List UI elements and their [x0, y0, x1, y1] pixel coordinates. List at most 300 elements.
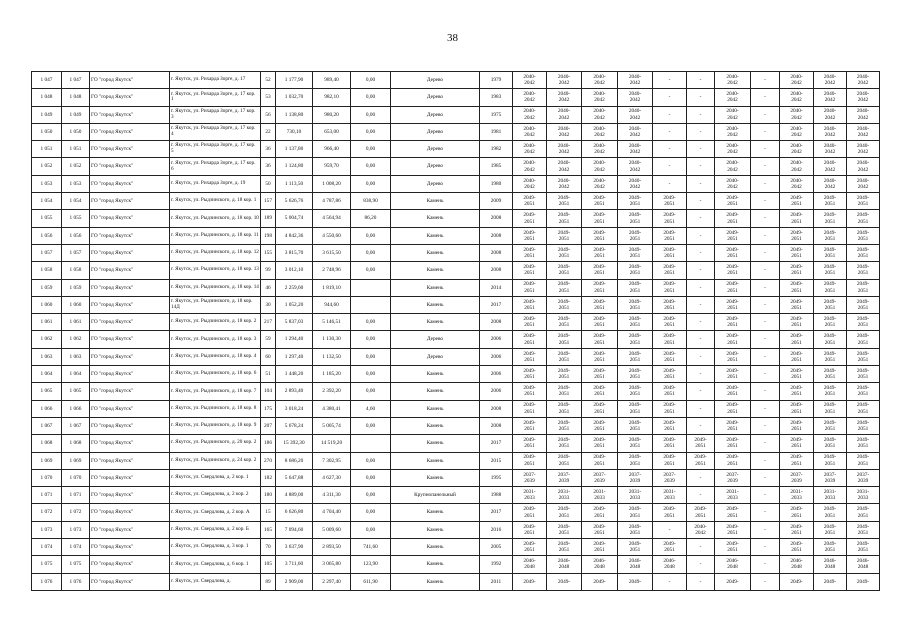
period-start: 2031-	[628, 488, 642, 495]
apartments-cell: 270	[261, 452, 276, 469]
period-end: 2051	[857, 460, 869, 467]
period-end: 2051	[791, 426, 802, 433]
period-end: 2051	[594, 201, 605, 208]
repair-period-cell: -	[751, 210, 780, 227]
period-end: 2051	[664, 512, 675, 519]
period-end: 2042	[791, 132, 802, 139]
repair-period-cell	[814, 123, 847, 140]
repair-period-cell	[653, 487, 687, 504]
period-start: 2040-	[593, 73, 606, 80]
period-start: 2049-	[628, 578, 642, 585]
house-id-cell: 1 064	[62, 366, 90, 383]
period-start: 2040-	[856, 177, 870, 184]
repair-period-cell	[653, 348, 687, 365]
period-end: 2039	[857, 477, 869, 484]
nonresidential-area-cell	[351, 435, 391, 452]
period-end: 2051	[824, 201, 836, 208]
municipality-cell: ГО "город Якутск"	[90, 175, 170, 192]
row-number-cell: 1 070	[32, 469, 62, 486]
period-end: 2051	[664, 305, 675, 311]
repair-period-cell	[847, 400, 880, 417]
living-area-cell: 1 819,10	[313, 279, 351, 296]
wall-material-cell: Камень	[391, 314, 480, 331]
address-cell: г. Якутск, ул. Свердлова, д. 3 кор. 1	[170, 539, 261, 556]
repair-period-cell	[582, 573, 618, 590]
row-number-cell: 1 051	[32, 141, 62, 158]
municipality-cell: ГО "город Якутск"	[90, 158, 170, 175]
period-start: 2040-	[790, 177, 803, 184]
period-start: 2049-	[823, 385, 837, 392]
wall-material-cell: Камень	[391, 539, 480, 556]
period-end: 2051	[594, 529, 605, 536]
apartments-cell: 189	[261, 210, 276, 227]
repair-period-cell	[687, 452, 715, 469]
build-year-cell: 2008	[480, 244, 513, 261]
period-start: 2031-	[790, 488, 803, 495]
apartments-cell: 36	[261, 141, 276, 158]
repair-period-cell	[618, 366, 653, 383]
municipality-cell: ГО "город Якутск"	[90, 296, 170, 313]
period-start: 2049-	[726, 316, 739, 322]
period-end: 2051	[664, 443, 675, 450]
municipality-cell: ГО "город Якутск"	[90, 106, 170, 123]
living-area-cell: 4 704,40	[313, 504, 351, 521]
period-start: 2049-	[593, 298, 606, 305]
repair-period-cell	[715, 175, 751, 192]
total-area-cell: 1 137,80	[276, 141, 313, 158]
period-end: 2051	[727, 512, 738, 519]
period-end: 2033	[524, 495, 535, 502]
living-area-cell: 5 146,51	[313, 314, 351, 331]
wall-material-cell: Камень	[391, 417, 480, 434]
period-start: 2040-	[628, 73, 642, 80]
period-end: 2048	[524, 564, 535, 571]
period-start: 2049-	[628, 298, 642, 305]
period-end: 2042	[824, 166, 836, 173]
repair-period-cell	[582, 452, 618, 469]
period-end: 2051	[629, 339, 641, 346]
repair-period-cell	[814, 556, 847, 573]
period-start: 2049-	[557, 350, 571, 357]
period-start: 2040-	[726, 177, 739, 184]
living-area-cell: 5 009,60	[313, 521, 351, 538]
repair-period-cell	[847, 193, 880, 210]
municipality-cell: ГО "город Якутск"	[90, 244, 170, 261]
address-cell: г. Якутск, ул. Свердлова, д. 2 кор. 1	[170, 469, 261, 486]
period-end: 2051	[629, 201, 641, 208]
repair-period-cell	[847, 227, 880, 244]
row-number-cell: 1 073	[32, 521, 62, 538]
apartments-cell: 99	[261, 262, 276, 279]
repair-period-cell	[547, 331, 582, 348]
period-start: 2040-	[790, 108, 803, 115]
repair-period-cell: -	[751, 296, 780, 313]
repair-period-cell: -	[751, 504, 780, 521]
repair-period-cell	[513, 417, 547, 434]
house-id-cell: 1 058	[62, 262, 90, 279]
period-start: 2049-	[856, 246, 870, 253]
repair-period-cell	[847, 175, 880, 192]
period-start: 2040-	[628, 108, 642, 115]
period-end: 2051	[791, 443, 802, 450]
repair-period-cell	[780, 314, 814, 331]
table-row	[32, 227, 880, 244]
repair-period-cell	[547, 487, 582, 504]
period-end: 2051	[664, 460, 675, 467]
period-start: 2049-	[726, 367, 739, 374]
house-id-cell: 1 071	[62, 487, 90, 504]
build-year-cell: 2008	[480, 314, 513, 331]
period-start: 2049-	[856, 540, 870, 547]
repair-period-cell	[513, 487, 547, 504]
address-cell: г. Якутск, ул. Рихарда Зорге, д. 19	[170, 175, 261, 192]
nonresidential-area-cell: 0,00	[351, 89, 391, 106]
repair-period-cell	[814, 366, 847, 383]
period-end: 2051	[791, 253, 802, 260]
period-start: 2049-	[628, 419, 642, 426]
period-start: 2049-	[823, 316, 837, 322]
repair-period-cell	[582, 227, 618, 244]
repair-period-cell	[653, 296, 687, 313]
repair-period-cell	[814, 262, 847, 279]
period-end: 2042	[594, 149, 605, 156]
period-end: 2042	[857, 132, 869, 139]
repair-period-cell: -	[751, 175, 780, 192]
nonresidential-area-cell: 0,00	[351, 106, 391, 123]
total-area-cell: 4 842,36	[276, 227, 313, 244]
table-row	[32, 89, 880, 106]
period-end: 2051	[791, 305, 802, 311]
apartments-cell: 186	[261, 435, 276, 452]
repair-period-cell	[780, 210, 814, 227]
period-end: 2042	[727, 183, 738, 190]
table-row	[32, 452, 880, 469]
period-end: 2048	[664, 564, 675, 571]
total-area-cell: 3 637,90	[276, 539, 313, 556]
period-end: 2051	[857, 322, 869, 329]
municipality-cell: ГО "город Якутск"	[90, 227, 170, 244]
period-start: 2049-	[790, 385, 803, 392]
period-start: 2031-	[856, 488, 870, 495]
table-row	[32, 556, 880, 573]
wall-material-cell: Камень	[391, 210, 480, 227]
period-end: 2051	[857, 287, 869, 294]
repair-period-cell	[780, 262, 814, 279]
period-end: 2042	[594, 114, 605, 121]
period-end: 2051	[824, 356, 836, 363]
total-area-cell: 1 032,70	[276, 89, 313, 106]
municipality-cell: ГО "город Якутск"	[90, 469, 170, 486]
period-end: 2051	[857, 426, 869, 433]
row-number-cell: 1 075	[32, 556, 62, 573]
period-end: 2051	[727, 305, 738, 311]
build-year-cell: 1981	[480, 123, 513, 140]
period-end: 2042	[558, 132, 570, 139]
period-start: 2049-	[823, 264, 837, 271]
table-row	[32, 244, 880, 261]
build-year-cell: 1985	[480, 158, 513, 175]
build-year-cell: 2015	[480, 452, 513, 469]
wall-material-cell: Дерево	[391, 175, 480, 192]
period-start: 2049-	[557, 281, 571, 288]
repair-period-cell	[618, 227, 653, 244]
period-end: 2051	[824, 426, 836, 433]
period-start: 2031-	[593, 488, 606, 495]
repair-period-cell	[847, 72, 880, 89]
address-cell: г. Якутск, ул. Рыдзинского, д. 20 кор. 2	[170, 435, 261, 452]
period-start: 2049-	[557, 454, 571, 461]
wall-material-cell: Камень	[391, 227, 480, 244]
repair-period-cell	[582, 279, 618, 296]
repair-period-cell	[715, 279, 751, 296]
period-start: 2049-	[790, 540, 803, 547]
repair-period-cell	[653, 193, 687, 210]
nonresidential-area-cell: 123,90	[351, 556, 391, 573]
period-start: 2037-	[557, 471, 571, 478]
period-start: 2049-	[694, 506, 707, 513]
repair-period-cell	[653, 504, 687, 521]
period-end: 2051	[664, 426, 675, 433]
repair-period-cell	[513, 539, 547, 556]
total-area-cell: 2 893,40	[276, 383, 313, 400]
repair-period-cell	[513, 469, 547, 486]
repair-period-cell: -	[751, 244, 780, 261]
period-start: 2040-	[557, 73, 571, 80]
repair-period-cell	[547, 210, 582, 227]
repair-period-cell	[780, 556, 814, 573]
repair-period-cell: -	[653, 175, 687, 192]
period-start: 2040-	[790, 73, 803, 80]
period-end: 2051	[594, 305, 605, 311]
period-end: 2051	[558, 529, 570, 536]
period-end: 2051	[629, 529, 641, 536]
repair-period-cell	[547, 417, 582, 434]
total-area-cell: 15 392,30	[276, 435, 313, 452]
period-end: 2051	[594, 356, 605, 363]
period-start: 2049-	[823, 419, 837, 426]
repair-period-cell	[715, 89, 751, 106]
repair-period-cell: -	[751, 106, 780, 123]
period-end: 2051	[824, 512, 836, 519]
wall-material-cell: Камень	[391, 521, 480, 538]
row-number-cell: 1 058	[32, 262, 62, 279]
municipality-cell: ГО "город Якутск"	[90, 521, 170, 538]
period-end: 2051	[857, 305, 869, 311]
period-start: 2046-	[628, 558, 642, 565]
address-cell: г. Якутск, ул. Рыдзинского, д. 18 кор. 11	[170, 227, 261, 244]
period-end: 2051	[524, 426, 535, 433]
address-cell: г. Якутск, ул. Рыдзинского, д. 18 кор. 12	[170, 244, 261, 261]
repair-period-cell	[653, 210, 687, 227]
period-start: 2040-	[628, 160, 642, 167]
repair-period-cell	[513, 106, 547, 123]
period-start: 2049-	[790, 212, 803, 219]
repair-period-cell: -	[751, 469, 780, 486]
repair-period-cell	[618, 417, 653, 434]
apartments-cell: 52	[261, 72, 276, 89]
wall-material-cell: Камень	[391, 262, 480, 279]
repair-period-cell	[847, 469, 880, 486]
period-end: 2051	[524, 322, 535, 329]
period-start: 2040-	[856, 108, 870, 115]
repair-period-cell	[847, 262, 880, 279]
period-start: 2037-	[628, 471, 642, 478]
address-cell: г. Якутск, ул. Рыдзинского, д. 18 кор. 13	[170, 262, 261, 279]
period-end: 2051	[664, 408, 675, 415]
row-number-cell: 1 059	[32, 279, 62, 296]
total-area-cell: 6 626,80	[276, 504, 313, 521]
repair-period-cell: -	[751, 435, 780, 452]
repair-period-cell	[780, 539, 814, 556]
repair-period-cell: -	[751, 141, 780, 158]
period-start: 2040-	[557, 160, 571, 167]
period-end: 2051	[791, 287, 802, 294]
period-end: 2051	[791, 201, 802, 208]
period-end: 2051	[664, 287, 675, 294]
living-area-cell: 2 297,40	[313, 573, 351, 590]
repair-period-cell: -	[687, 72, 715, 89]
housing-table	[31, 71, 880, 591]
row-number-cell: 1 069	[32, 452, 62, 469]
repair-period-cell	[847, 279, 880, 296]
repair-period-cell	[618, 400, 653, 417]
municipality-cell: ГО "город Якутск"	[90, 487, 170, 504]
repair-period-cell	[618, 158, 653, 175]
period-end: 2051	[664, 356, 675, 363]
repair-period-cell: -	[653, 521, 687, 538]
period-end: 2051	[727, 270, 738, 277]
period-end: 2051	[558, 426, 570, 433]
repair-period-cell	[513, 452, 547, 469]
apartments-cell: 182	[261, 469, 276, 486]
period-start: 2049-	[593, 506, 606, 513]
repair-period-cell: -	[751, 279, 780, 296]
repair-period-cell	[847, 158, 880, 175]
repair-period-cell	[814, 227, 847, 244]
period-start: 2049-	[790, 350, 803, 357]
wall-material-cell: Камень	[391, 383, 480, 400]
period-start: 2049-	[823, 454, 837, 461]
total-area-cell: 5 004,74	[276, 210, 313, 227]
wall-material-cell: Дерево	[391, 89, 480, 106]
municipality-cell: ГО "город Якутск"	[90, 539, 170, 556]
repair-period-cell	[780, 348, 814, 365]
period-end: 2051	[824, 322, 836, 329]
period-start: 2049-	[856, 350, 870, 357]
repair-period-cell	[513, 141, 547, 158]
period-end: 2051	[594, 218, 605, 225]
period-start: 2049-	[523, 316, 536, 322]
period-end: 2051	[558, 408, 570, 415]
repair-period-cell	[513, 521, 547, 538]
nonresidential-area-cell: 0,00	[351, 141, 391, 158]
period-end: 2042	[629, 80, 641, 87]
period-start: 2049-	[823, 212, 837, 219]
repair-period-cell: -	[687, 279, 715, 296]
repair-period-cell	[715, 383, 751, 400]
repair-period-cell	[513, 279, 547, 296]
period-start: 2049-	[628, 385, 642, 392]
repair-period-cell	[513, 435, 547, 452]
repair-period-cell	[618, 556, 653, 573]
repair-period-cell	[618, 210, 653, 227]
repair-period-cell	[513, 331, 547, 348]
period-start: 2049-	[790, 264, 803, 271]
repair-period-cell: -	[751, 452, 780, 469]
period-end: 2051	[824, 235, 836, 242]
repair-period-cell	[687, 521, 715, 538]
period-end: 2051	[824, 529, 836, 536]
period-start: 2049-	[628, 402, 642, 409]
period-start: 2049-	[790, 578, 803, 585]
period-end: 2042	[727, 97, 738, 104]
repair-period-cell	[582, 296, 618, 313]
repair-period-cell	[513, 210, 547, 227]
house-id-cell: 1 076	[62, 573, 90, 590]
period-start: 2049-	[593, 402, 606, 409]
repair-period-cell	[547, 89, 582, 106]
total-area-cell: 3 012,10	[276, 262, 313, 279]
period-end: 2051	[558, 460, 570, 467]
wall-material-cell: Дерево	[391, 348, 480, 365]
row-number-cell: 1 062	[32, 331, 62, 348]
table-row	[32, 573, 880, 590]
repair-period-cell	[780, 244, 814, 261]
repair-period-cell	[814, 400, 847, 417]
living-area-cell: 4 311,30	[313, 487, 351, 504]
repair-period-cell	[618, 244, 653, 261]
apartments-cell: 46	[261, 279, 276, 296]
repair-period-cell	[715, 106, 751, 123]
row-number-cell: 1 071	[32, 487, 62, 504]
repair-period-cell: -	[687, 89, 715, 106]
build-year-cell: 2006	[480, 383, 513, 400]
period-start: 2046-	[856, 558, 870, 565]
period-end: 2042	[524, 114, 535, 121]
nonresidential-area-cell: 0,00	[351, 504, 391, 521]
repair-period-cell	[618, 123, 653, 140]
period-end: 2048	[558, 564, 570, 571]
repair-period-cell	[847, 348, 880, 365]
period-start: 2049-	[593, 194, 606, 201]
living-area-cell: 2 748,96	[313, 262, 351, 279]
period-end: 2042	[791, 97, 802, 104]
period-end: 2042	[791, 114, 802, 121]
period-start: 2040-	[523, 108, 536, 115]
repair-period-cell	[582, 314, 618, 331]
repair-period-cell	[513, 504, 547, 521]
period-start: 2040-	[790, 143, 803, 150]
period-end: 2051	[629, 287, 641, 294]
wall-material-cell: Дерево	[391, 331, 480, 348]
repair-period-cell	[847, 383, 880, 400]
repair-period-cell	[715, 435, 751, 452]
period-start: 2049-	[790, 194, 803, 201]
period-start: 2049-	[557, 523, 571, 530]
period-end: 2033	[664, 495, 675, 502]
period-end: 2051	[727, 460, 738, 467]
period-start: 2049-	[790, 246, 803, 253]
repair-period-cell	[618, 573, 653, 590]
period-end: 2051	[594, 443, 605, 450]
period-end: 2051	[824, 443, 836, 450]
period-start: 2031-	[726, 488, 739, 495]
repair-period-cell: -	[687, 262, 715, 279]
period-start: 2049-	[523, 540, 536, 547]
repair-period-cell	[780, 175, 814, 192]
period-start: 2040-	[593, 143, 606, 150]
house-id-cell: 1 067	[62, 417, 90, 434]
